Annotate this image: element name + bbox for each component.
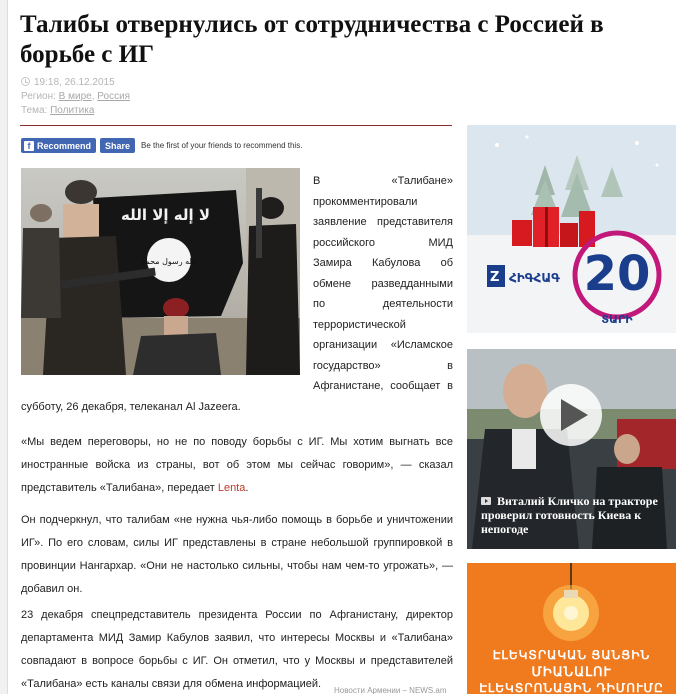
theme-label: Тема: [21, 105, 48, 116]
facebook-share-button[interactable]: Share [100, 138, 135, 153]
svg-text:Z: Z [490, 270, 500, 285]
flag-seal-text: الله رسول محمد [141, 257, 197, 266]
lead-text-tail: субботу, 26 декабря, телеканал Al Jazeera. [21, 401, 241, 413]
article-theme-row [21, 104, 130, 118]
article-region-row: Регион: В мире, Россия [21, 91, 131, 102]
paragraph-1-end: . [245, 482, 249, 494]
lead-line: государство» в [313, 359, 453, 372]
article-source-line: Новости Армении – NEWS.am [334, 686, 447, 694]
article-meta [21, 76, 130, 118]
article-date-row [21, 76, 130, 90]
lead-line: Афганистане, сообщает в [313, 380, 453, 392]
video-teaser[interactable] [467, 349, 676, 549]
facebook-icon: f [24, 141, 34, 151]
video-play-icon [481, 497, 491, 505]
ad-top-brand: ՀԻԳՀԱԳ [509, 271, 560, 285]
recommend-label: Recommend [37, 140, 92, 151]
social-bar [21, 138, 302, 153]
article-title: Талибы отвернулись от сотрудничества с Россией в борьбе с ИГ [20, 11, 604, 68]
lead-line: В «Талибане» [313, 175, 453, 187]
lead-line: прокомментировали [313, 195, 418, 208]
paragraph-1-text: «Мы ведем переговоры, но не по поводу борьбы с ИГ. Мы хотим выгнать все иностранные войска из страны, вот об этом мы сейчас говорим», — сказал представитель «Талибана», передает [21, 436, 453, 494]
region-label: Регион: [21, 91, 56, 102]
header-divider [20, 125, 452, 126]
theme-link-politics[interactable]: Политика [50, 105, 95, 116]
region-link-world[interactable]: В мире [58, 91, 92, 102]
source-link-lenta[interactable]: Lenta [217, 482, 246, 494]
ad-bottom-line-2: ՄԻԱՆԱԼՈՒ [531, 664, 612, 679]
article-date: 19:18, 26.12.2015 [34, 77, 115, 88]
ad-bottom-line-3: ԷԼԵԿՏՐՈՆԱՅԻՆ ԴԻՄՈՒՄԸ [479, 681, 664, 694]
lead-line: Замира Кабулова об [313, 257, 453, 269]
lead-line: по деятельности [313, 298, 453, 310]
left-page-edge [0, 0, 8, 694]
article-photo [21, 168, 300, 375]
article-paragraph-3: 23 декабря спецпредставитель президента России по Афганистану, директор департамента МИД Замир Кабулов заявил, что интересы Москвы и «Талибана» совпадают в вопросе борьбы с ИГ. Он отметил, что у Москвы и представителей «Талибана» есть каналы связи для обмена информацией. [21, 609, 453, 690]
ad-top-years: ՏԱՐԻ [601, 313, 633, 326]
flag-text: لا إله إلا الله [121, 206, 211, 224]
video-caption[interactable] [467, 494, 676, 536]
lead-line: российского МИД [313, 236, 453, 249]
ad-banner-top[interactable] [467, 125, 676, 333]
region-link-russia[interactable]: Россия [97, 91, 131, 102]
video-caption-text: Виталий Кличко на тракторе проверил готовность Киева к непогоде [481, 494, 658, 536]
facebook-recommend-button[interactable] [21, 138, 96, 153]
ad-top-number: 20 [583, 246, 651, 302]
ad-bottom-line-1: ԷԼԵԿՏՐԱԿԱՆ ՑԱՆՑԻՆ [492, 648, 651, 662]
article-paragraph-2: Он подчеркнул, что талибам «не нужна чья-либо помощь в борьбе и уничтожении ИГ». По его словам, силы ИГ представлены в стране небольшой группировкой в провинции Нангархар. «Они не настолько сильны, чтобы нам чем-то угрожать», — добавил он. [21, 514, 453, 595]
article-paragraph-1 [21, 431, 453, 500]
ad-banner-bottom[interactable] [467, 563, 676, 694]
clock-icon [21, 77, 30, 86]
lead-text-beside-photo [313, 171, 453, 397]
lead-line: обмене разведданными [313, 277, 453, 290]
recommend-note: Be the first of your friends to recommend this. [141, 141, 303, 150]
lead-line: организации «Исламское [313, 339, 453, 351]
lead-line: террористической [313, 318, 406, 331]
lead-line: заявление представителя [313, 216, 453, 228]
